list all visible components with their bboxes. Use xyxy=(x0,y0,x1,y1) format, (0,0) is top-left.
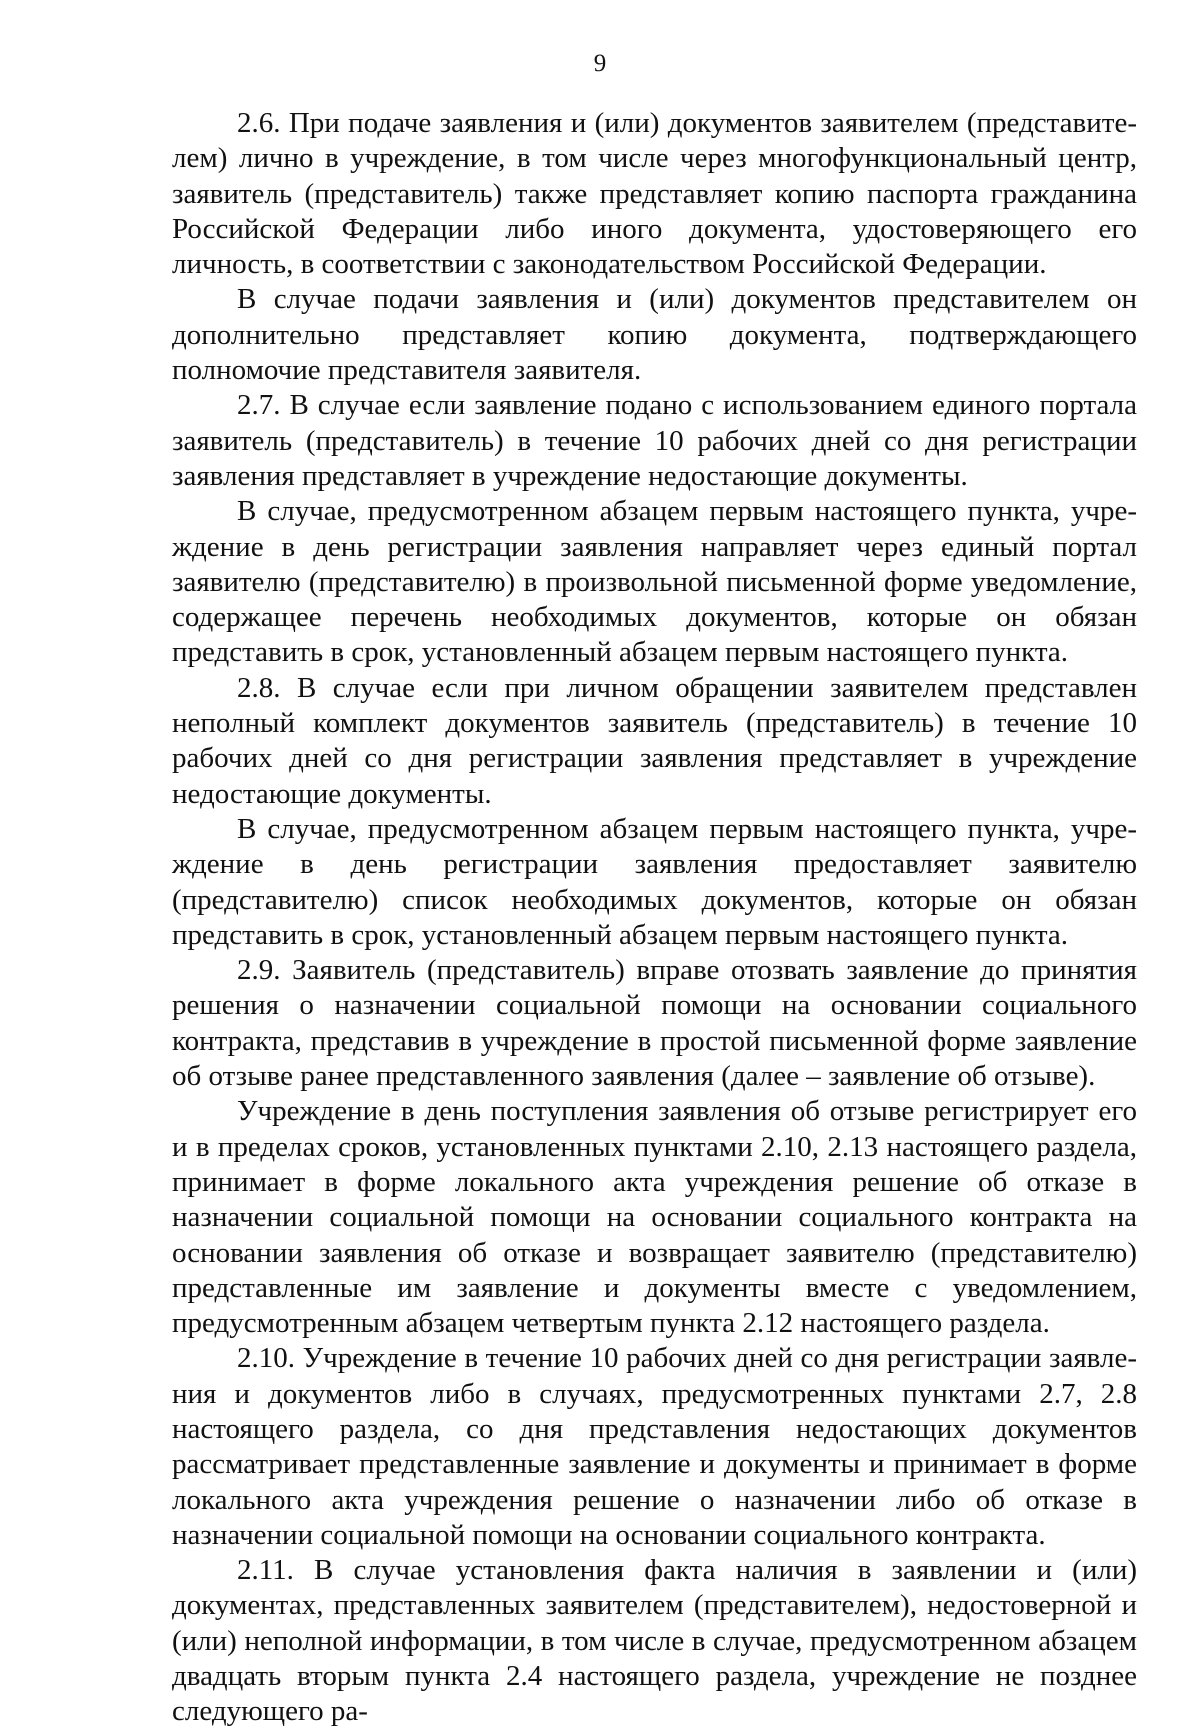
paragraph-2-11: 2.11. В случае установления факта наличия в заявлении и (или) документах, представленных заявителем (представителем), недостоверной и (или) неполной информации, в том числе в случае, предусмотренном абзацем двадцать вторым пункта 2.4 настоящего раздела, учреждение не позднее следующего ра- xyxy=(172,1554,1137,1728)
paragraph-2-9: 2.9. Заявитель (представитель) вправе отозвать заявление до принятия решения о назначении социальной помощи на основании социального контракта, представив в учреждение в простой письменной форме заявление об отзыве ранее представленного заявления (далее – заявление об отзыве). xyxy=(172,954,1137,1093)
page-number: 9 xyxy=(593,50,607,77)
paragraph-2-10: 2.10. Учреждение в течение 10 рабочих дней со дня регистрации заявления и документов либо в случаях, предусмотренных пунктами 2.7, 2.8 настоящего раздела, со дня представления недостающих документов рассматривает представленные заявление и документы и принимает в форме локального акта учреждения решение о назначении либо об отказе в назначении социальной помощи на основании социального контракта. xyxy=(172,1342,1137,1551)
paragraph-2-6: 2.6. При подаче заявления и (или) документов заявителем (представителем) лично в учреждение, в том числе через многофункциональный центр, заявитель (представитель) также представляет копию паспорта гражданина Российской Федерации либо иного документа, удостоверяющего его личность, в соответствии с законодательством Российской Федерации. xyxy=(172,107,1137,281)
paragraph-2-7-notice: В случае, предусмотренном абзацем первым настоящего пункта, учреждение в день регистрации заявления направляет через единый портал заявителю (представителю) в произвольной письменной форме уведомление, содержащее перечень необходимых документов, которые он обязан представить в срок, установленный абзацем первым настоящего пункта. xyxy=(172,495,1137,669)
paragraph-2-8-list: В случае, предусмотренном абзацем первым настоящего пункта, учреждение в день регистрации заявления предоставляет заявителю (представителю) список необходимых документов, которые он обязан представить в срок, установленный абзацем первым настоящего пункта. xyxy=(172,812,1137,951)
document-body xyxy=(172,106,1137,1730)
paragraph-2-9-withdrawal: Учреждение в день поступления заявления об отзыве регистрирует его и в пределах сроков, установленных пунктами 2.10, 2.13 настоящего раздела, принимает в форме локального акта учреждения решение об отказе в назначении социальной помощи на основании социального контракта на основании заявления об отказе и возвращает заявителю (представителю) представленные им заявление и документы вместе с уведомлением, предусмотренным абзацем четвертым пункта 2.12 настоящего раздела. xyxy=(172,1095,1137,1340)
paragraph-2-6-representative: В случае подачи заявления и (или) документов представителем он дополнительно представляет копию документа, подтверждающего полномочие представителя заявителя. xyxy=(172,283,1137,387)
paragraph-2-8: 2.8. В случае если при личном обращении заявителем представлен неполный комплект документов заявитель (представитель) в течение 10 рабочих дней со дня регистрации заявления представляет в учреждение недостающие документы. xyxy=(172,671,1137,810)
paragraph-2-7: 2.7. В случае если заявление подано с использованием единого портала заявитель (представитель) в течение 10 рабочих дней со дня регистрации заявления представляет в учреждение недостающие документы. xyxy=(172,389,1137,492)
